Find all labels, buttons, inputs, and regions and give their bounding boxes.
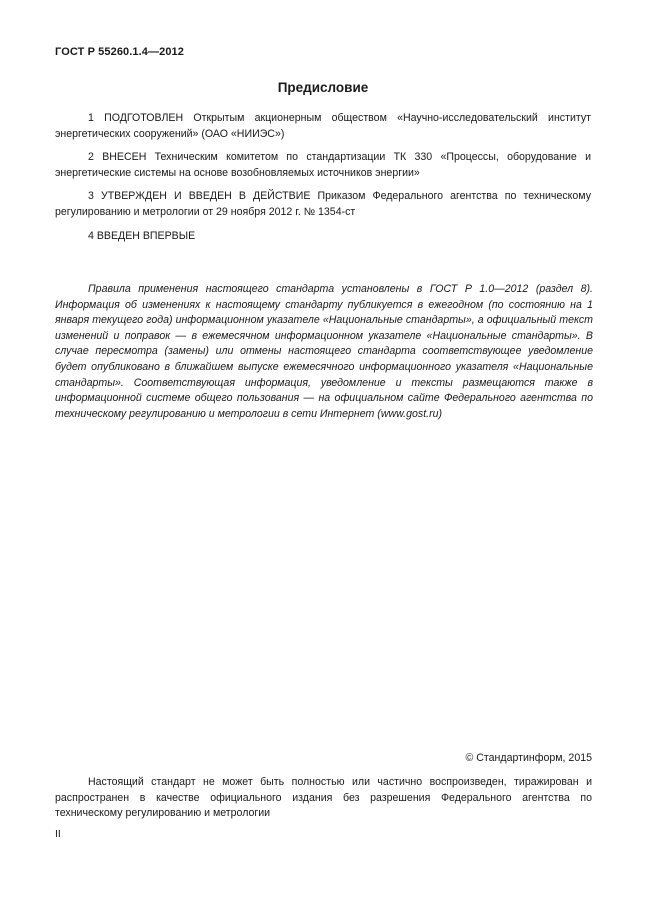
application-rules-note: Правила применения настоящего стандарта установлены в ГОСТ Р 1.0—2012 (раздел 8). Информация об изменениях к настоящему стандарту публикуется в ежегодном (по состоянию на 1 января текущего года) информационном указателе «Национальные стандарты», а официальный текст изменений и поправок — в ежемесячном информационном указателе «Национальные стандарты». В случае пересмотра (замены) или отмены настоящего стандарта соответствующее уведомление будет опубликовано в ближайшем выпуске ежемесячного информационного указателя «Национальные стандарты». Соответствующая информация, уведомление и тексты размещаются также в информационной системе общего пользования — на официальном сайте Федерального агентства по техническому регулированию и метрологии в сети Интернет (www.gost.ru) (55, 283, 593, 420)
document-code: ГОСТ Р 55260.1.4—2012 (55, 46, 184, 58)
page-number: II (55, 828, 61, 840)
foreword-item-2: 2 ВНЕСЕН Техническим комитетом по стандартизации ТК 330 «Процессы, оборудование и энергетические системы на основе возобновляемых источников энергии» (55, 151, 591, 179)
foreword-item-4: 4 ВВЕДЕН ВПЕРВЫЕ (88, 230, 196, 242)
copyright-line: © Стандартинформ, 2015 (465, 752, 592, 764)
foreword-item-1: 1 ПОДГОТОВЛЕН Открытым акционерным обществом «Научно-исследовательский институт энергетических сооружений» (ОАО «НИИЭС») (55, 112, 591, 140)
foreword-item-3: 3 УТВЕРЖДЕН И ВВЕДЕН В ДЕЙСТВИЕ Приказом Федерального агентства по техническому регулированию и метрологии от 29 ноября 2012 г. № 1354-ст (55, 190, 591, 218)
reproduction-notice: Настоящий стандарт не может быть полностью или частично воспроизведен, тиражирован и распространен в качестве официального издания без разрешения Федерального агентства по техническому регулированию и метрологии (55, 776, 592, 820)
page-title: Предисловие (277, 80, 369, 95)
